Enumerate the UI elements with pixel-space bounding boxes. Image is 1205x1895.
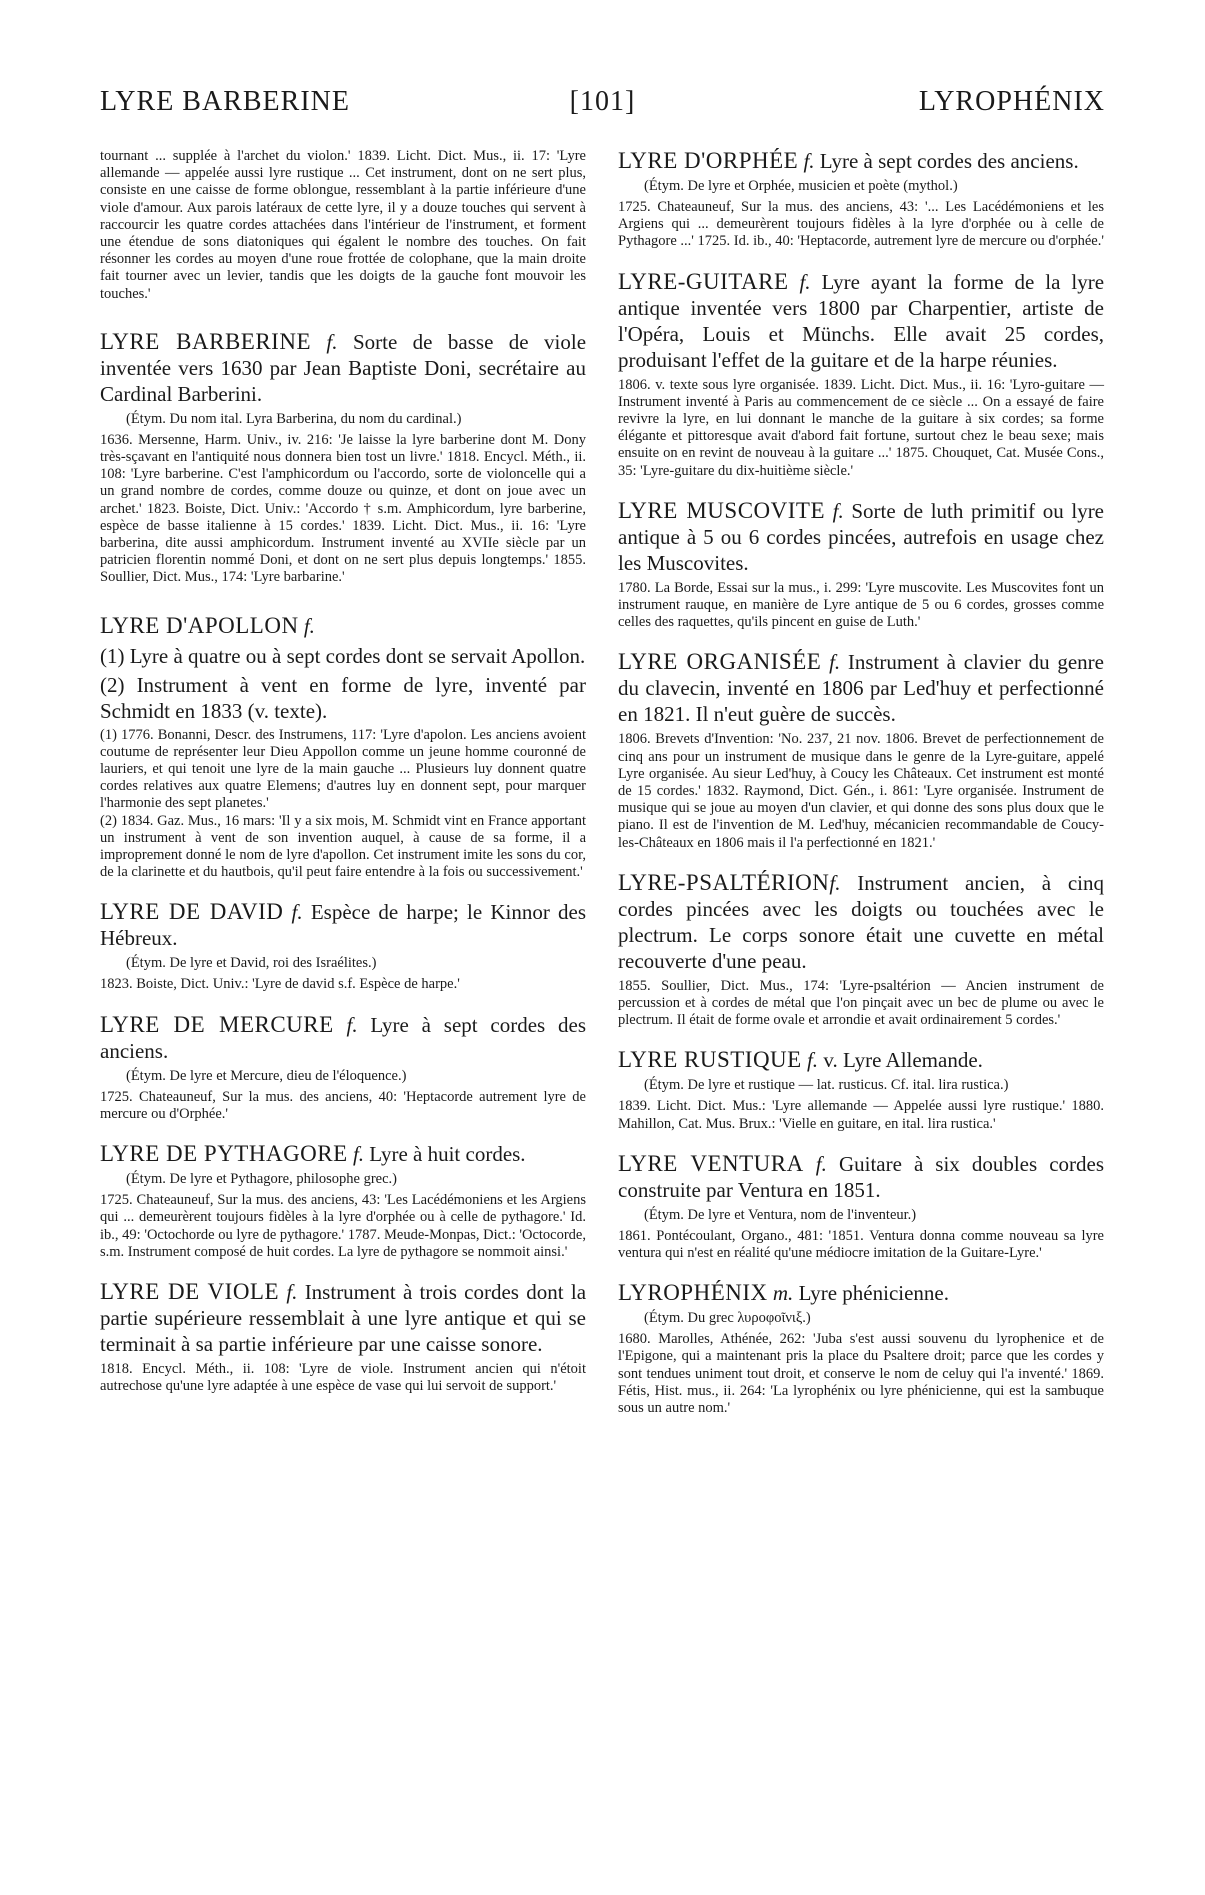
- etymology: (Étym. De lyre et rustique — lat. rusticus. Cf. ital. lira rustica.): [644, 1077, 1009, 1094]
- entry-lyre-dorphee: [618, 148, 1104, 251]
- citations: 1806. v. texte sous lyre organisée. 1839. Licht. Dict. Mus., ii. 16: 'Lyro-guitare — Instrument inventé à Paris au commencement de ce siècle ... On a essayé de faire revivre la lyre, en lui donnant le manche de la guitare à six cordes; sa forme élégante et pittoresque avait d'abord fait fortune, surtout chez le beau sexe; mais ensuite on en revint de nouveau à la guitare ...' 1875. Chouquet, Cat. Musée Cons., 35: 'Lyre-guitare du dix-huitième siècle.': [618, 376, 1104, 479]
- headword: LYRE DE MERCURE: [100, 1011, 334, 1037]
- citations: 1725. Chateauneuf, Sur la mus. des anciens, 43: '... Les Lacédémoniens et les Argiens qui ... demeurèrent toujours fidèles à la lyre d'orphée ou à celle de Pythagore ...' 1725. Id. ib., 40: 'Heptacorde, autrement lyre de mercure ou d'orphée.': [618, 199, 1104, 250]
- gender: f.: [815, 1151, 827, 1176]
- entry-lyre-ventura: [618, 1151, 1104, 1262]
- headword: LYROPHÉNIX: [618, 1280, 768, 1306]
- headword: LYRE-GUITARE: [618, 268, 789, 294]
- headword: LYRE DE PYTHAGORE: [100, 1141, 348, 1167]
- right-column: [618, 148, 1104, 1417]
- entry-lyre-rustique: [618, 1047, 1104, 1132]
- definition: Lyre à sept cordes des anciens.: [100, 1012, 586, 1063]
- page-number: [101]: [569, 86, 636, 117]
- gender: f.: [326, 329, 338, 354]
- gender: f.: [352, 1142, 365, 1167]
- etymology: (Étym. De lyre et Pythagore, philosophe grec.): [126, 1171, 397, 1188]
- definition: Instrument à clavier du genre du clavecin, inventé en 1806 par Led'huy et perfectionné en 1821. Il n'eut guère de succès.: [618, 650, 1104, 727]
- definition: (1) Lyre à quatre ou à sept cordes dont se servait Apollon.: [100, 643, 586, 668]
- etymology: (Étym. Du grec λυροφοῖνιξ.): [644, 1310, 811, 1327]
- definition: Instrument à trois cordes dont la partie supérieure ressemblait à une lyre antique et qui se terminait à sa partie inférieure par une caisse sonore.: [100, 1279, 587, 1356]
- definition: Lyre à huit cordes.: [369, 1142, 526, 1167]
- citations: 1806. Brevets d'Invention: 'No. 237, 21 nov. 1806. Brevet de perfectionnement de cinq ans pour un instrument de musique dans le genre de la Lyre-guitare, appelé Lyre organisée. Au sieur Led'huy, à Coucy les Châteaux. Cet instrument est monté de 15 cordes.' 1832. Raymond, Dict. Gén., i. 861: 'Lyre organisée. Instrument de musique qui se joue au moyen d'un clavier, et qui donne des sons plus doux que le piano. Il est de l'invention de M. Led'huy, mécanicien recommandable de Coucy-les-Châteaux en 1806 mais il l'a perfectionné en 1821.': [618, 731, 1104, 851]
- headword: LYRE RUSTIQUE: [618, 1047, 802, 1073]
- entry-lyre-de-mercure: [100, 1012, 586, 1123]
- headword: LYRE DE VIOLE: [100, 1278, 280, 1304]
- entry-lyre-guitare: [618, 269, 1104, 480]
- entry-lyre-dapollon: [100, 613, 586, 882]
- header-right-guideword: LYROPHÉNIX: [918, 86, 1105, 117]
- gender: m.: [772, 1281, 794, 1306]
- citations: 1861. Pontécoulant, Organo., 481: '1851. Ventura donna comme nouveau sa lyre ventura qui n'est en réalité qu'une médiocre imitation de la Guitare-Lyre.': [618, 1227, 1104, 1262]
- running-header: [100, 86, 1105, 126]
- headword: LYRE D'APOLLON: [100, 612, 299, 638]
- etymology: (Étym. De lyre et David, roi des Israélites.): [126, 955, 377, 972]
- citations: 1725. Chateauneuf, Sur la mus. des anciens, 43: 'Les Lacédémoniens et les Argiens qui ... demeurèrent toujours fidèles à la lyre d'orphée ou à celle de pythagore.' Id. ib., 49: 'Octochorde ou lyre de pythagore.' 1787. Meude-Monpas, Dict.: 'Octocorde, s.m. Instrument composé de huit cordes. La lyre de pythagore se nommoit ainsi.': [100, 1192, 586, 1260]
- left-column: [100, 148, 586, 1395]
- citations: (1) 1776. Bonanni, Descr. des Instrumens, 117: 'Lyre d'apolon. Les anciens avoient coutume de représenter leur Dieu Appollon comme un jeune homme couronné de lauriers, et qui tenoit une lyre de la main gauche ... Plusieurs luy donnent quatre cordes relatives aux quatre Elemens; d'autres luy en donnent sept, pour marquer l'harmonie des sept planetes.': [100, 726, 586, 812]
- citations: 1823. Boiste, Dict. Univ.: 'Lyre de david s.f. Espèce de harpe.': [100, 976, 460, 993]
- headword: LYRE-PSALTÉRION: [618, 869, 830, 895]
- headword: LYRE D'ORPHÉE: [618, 148, 799, 173]
- entry-lyre-organisee: [618, 649, 1104, 851]
- citations: 1839. Licht. Dict. Mus.: 'Lyre allemande — Appelée aussi lyre rustique.' 1880. Mahillon, Cat. Mus. Brux.: 'Vielle en guitare, en ital. lira rustica.': [618, 1098, 1104, 1132]
- headword: LYRE DE DAVID: [100, 899, 284, 925]
- gender: f.: [806, 1048, 819, 1073]
- gender: f.: [346, 1012, 358, 1037]
- definition: v. Lyre Allemande.: [823, 1048, 983, 1073]
- continuation-text: tournant ... supplée à l'archet du violon.' 1839. Licht. Dict. Mus., ii. 17: 'Lyre allemande — appelée aussi lyre rustique ... Cet instrument, dont on ne sert plus, consiste en une caisse de forme oblongue, ressemblant à la partie inférieure d'une viole d'amour. Aux parois latéraux de cette lyre, il y a douze touches qui servent à raccourcir les quatre cordes attachées dans l'intérieur de l'instrument, et forment une étendue de sons diatoniques qui égalent le nombre des touches. On fait résonner les cordes au moyen d'une roue frottée de colophane, que la main droite fait tourner avec un levier, tandis que les doigts de la gauche font mouvoir les touches.': [100, 148, 586, 302]
- citations: 1780. La Borde, Essai sur la mus., i. 299: 'Lyre muscovite. Les Muscovites font un instrument rauque, en manière de Lyre antique de 5 ou 6 cordes, grosses comme celles des raquettes, qu'ils pincent en guise de Luth.': [618, 579, 1104, 631]
- definition: Lyre phénicienne.: [798, 1281, 949, 1306]
- etymology: (Étym. Du nom ital. Lyra Barberina, du nom du cardinal.): [126, 410, 462, 427]
- entry-lyre-psalterion: [618, 870, 1104, 1030]
- entry-lyre-de-viole: [100, 1279, 586, 1395]
- definition: Lyre ayant la forme de la lyre antique inventée vers 1800 par Charpentier, artiste de l'Opéra, Louis et Münchs. Elle avait 25 cordes, produisant l'effet de la guitare et de la harpe réunies.: [618, 269, 1105, 372]
- gender: f.: [799, 269, 811, 294]
- gender: f.: [291, 900, 303, 925]
- definition-2: (2) Instrument à vent en forme de lyre, inventé par Schmidt en 1833 (v. texte).: [100, 672, 586, 723]
- entry-lyrophenix: [618, 1280, 1104, 1417]
- gender: f.: [832, 498, 844, 523]
- entry-lyre-de-david: [100, 899, 586, 993]
- etymology: (Étym. De lyre et Orphée, musicien et poète (mythol.): [644, 178, 958, 194]
- citations: 1818. Encycl. Méth., ii. 108: 'Lyre de viole. Instrument ancien qui n'étoit autrechose qu'une lyre adaptée à une espèce de vase qui lui servoit de support.': [100, 1360, 586, 1395]
- headword: LYRE VENTURA: [618, 1150, 804, 1176]
- gender: f.: [803, 149, 815, 173]
- definition: Guitare à six doubles cordes construite par Ventura en 1851.: [618, 1151, 1105, 1202]
- gender: f.: [829, 650, 841, 675]
- etymology: (Étym. De lyre et Mercure, dieu de l'éloquence.): [126, 1067, 407, 1084]
- headword: LYRE MUSCOVITE: [618, 497, 826, 523]
- definition: Sorte de basse de viole inventée vers 1630 par Jean Baptiste Doni, secrétaire au Cardinal Barberini.: [100, 329, 587, 406]
- headword: LYRE BARBERINE: [100, 328, 311, 354]
- definition: Espèce de harpe; le Kinnor des Hébreux.: [100, 900, 587, 951]
- gender: f.: [286, 1279, 298, 1304]
- headword: LYRE ORGANISÉE: [618, 649, 822, 675]
- gender: f.: [829, 870, 841, 895]
- citations: 1680. Marolles, Athénée, 262: 'Juba s'est aussi souvenu du lyrophenice et de l'Epigone, qui a maintenant pris la place du Psaltere droit; parce que les cordes y sont tendues uniment tout droit, et conserve le nom de celuy qui l'a inventé.' 1869. Fétis, Hist. mus., ii. 264: 'La lyrophénix ou lyre phénicienne, qui est la sambuque sous un autre nom.': [618, 1331, 1104, 1417]
- definition: Instrument ancien, à cinq cordes pincées avec les doigts ou touchées avec le plectrum. Le corps sonore était une cuvette en métal recouverte d'une peau.: [618, 870, 1104, 973]
- citations-2: (2) 1834. Gaz. Mus., 16 mars: 'Il y a six mois, M. Schmidt vint en France apportant un instrument à vent de son invention auquel, à cause de sa forme, il a improprement donné le nom de lyre d'apollon. Cet instrument imite les sons du cor, de la clarinette et du hautbois, qu'il peut faire entendre à la fois ou successivement.': [100, 812, 586, 881]
- citations: 1636. Mersenne, Harm. Univ., iv. 216: 'Je laisse la lyre barberine dont M. Dony très-sçavant en l'antiquité nous donnera bien tost un livre.' 1818. Encycl. Méth., ii. 108: 'Lyre barberine. C'est l'amphicordum ou l'accordo, sorte de violoncelle qui a un grand nombre de cordes, comme douze ou quinze, et dont on joue avec un archet.' 1823. Boiste, Dict. Univ.: 'Accordo † s.m. Amphicordum, lyre barberine, espèce de basse italienne à 15 cordes.' 1839. Licht. Dict. Mus., ii. 16: 'Lyre barberina, dite aussi amphicordum. Instrument inventé au XVIIe siècle par un patricien florentin nommé Doni, et dont on ne sert plus depuis longtemps.' 1855. Soullier, Dict. Mus., 174: 'Lyre barbarine.': [100, 431, 586, 586]
- citations: 1725. Chateauneuf, Sur la mus. des anciens, 40: 'Heptacorde autrement lyre de mercure ou d'Orphée.': [100, 1088, 586, 1122]
- citations: 1855. Soullier, Dict. Mus., 174: 'Lyre-psaltérion — Ancien instrument de percussion et à cordes de métal que l'on pinçait avec un bec de plume ou avec le plectrum. Il était de forme ovale et arrondie et avait ordinairement 5 cordes.': [618, 977, 1104, 1029]
- definition: Lyre à sept cordes des anciens.: [819, 149, 1079, 173]
- gender: f.: [303, 613, 315, 638]
- header-left-guideword: LYRE BARBERINE: [100, 86, 350, 117]
- entry-lyre-barberine: [100, 329, 586, 587]
- etymology: (Étym. De lyre et Ventura, nom de l'inventeur.): [644, 1206, 917, 1223]
- definition: Sorte de luth primitif ou lyre antique à 5 ou 6 cordes pincées, autrefois en usage chez les Muscovites.: [618, 498, 1105, 575]
- entry-lyre-muscovite: [618, 498, 1104, 632]
- entry-lyre-de-pythagore: [100, 1141, 586, 1261]
